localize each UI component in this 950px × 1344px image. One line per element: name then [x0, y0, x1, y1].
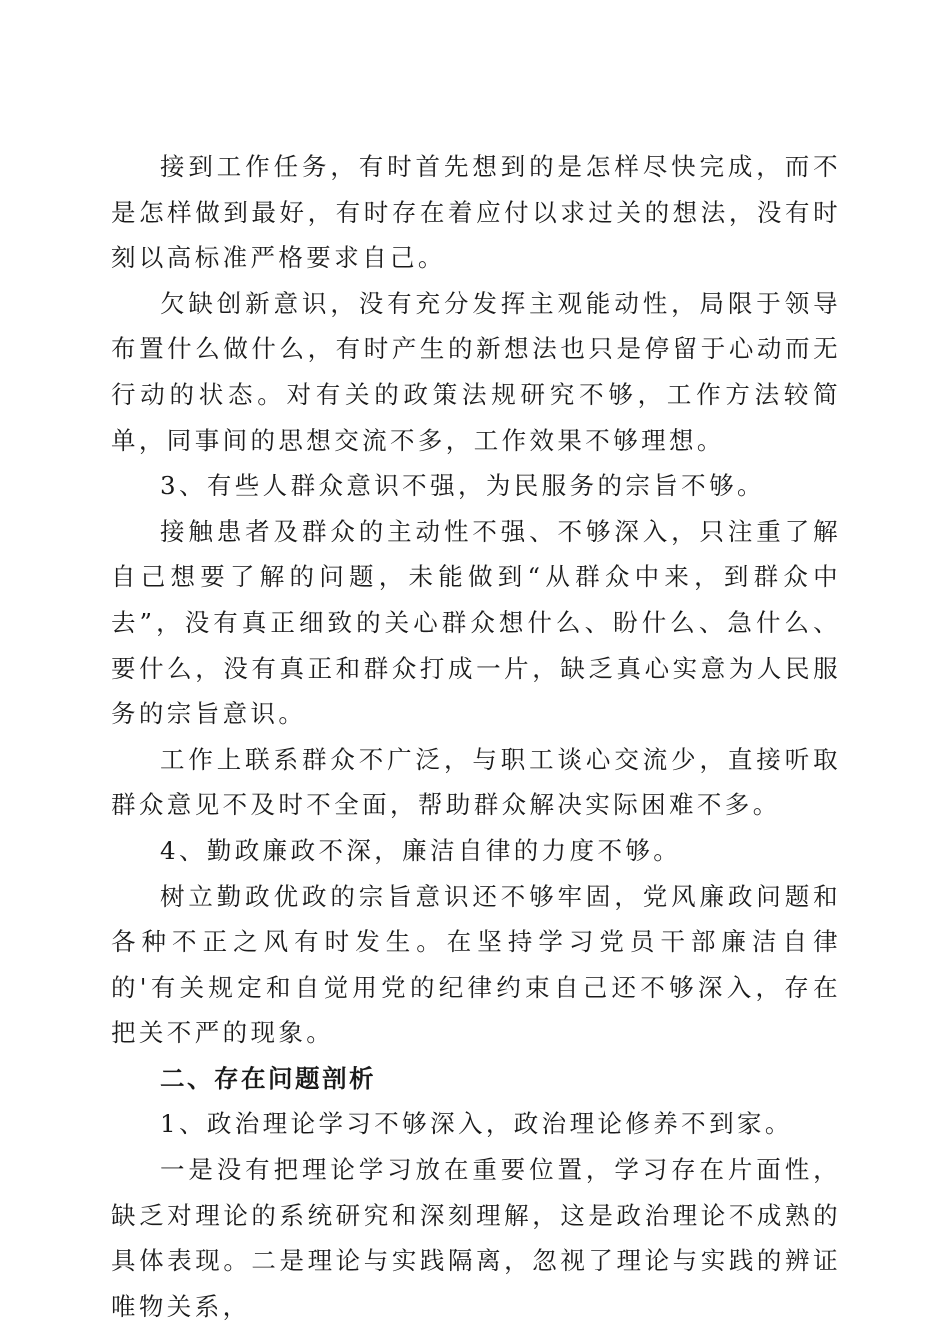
paragraph-analysis-item-1-title: 1、政治理论学习不够深入，政治理论修养不到家。	[160, 1109, 793, 1139]
paragraph-mass-contact: 接触患者及群众的主动性不强、不够深入，只注重了解自己想要了解的问题，未能做到“从群众中来，到群众中去”，没有真正细致的关心群众想什么、盼什么、急什么、要什么，没有真正和群众打成一片，缺乏真心实意为人民服务的宗旨意识。	[111, 516, 841, 729]
section-heading-analysis: 二、存在问题剖析	[160, 1063, 376, 1093]
paragraph-integrity: 树立勤政优政的宗旨意识还不够牢固，党风廉政问题和各种不正之风有时发生。在坚持学习党员干部廉洁自律的'有关规定和自觉用党的纪律约束自己还不够深入，存在把关不严的现象。	[111, 881, 841, 1048]
paragraph-innovation: 欠缺创新意识，没有充分发挥主观能动性，局限于领导布置什么做什么，有时产生的新想法也只是停留于心动而无行动的状态。对有关的政策法规研究不够，工作方法较简单，同事间的思想交流不多，工作效果不够理想。	[111, 288, 841, 455]
paragraph-item-3-title: 3、有些人群众意识不强，为民服务的宗旨不够。	[160, 471, 765, 501]
paragraph-task-attitude: 接到工作任务，有时首先想到的是怎样尽快完成，而不是怎样做到最好，有时存在着应付以求过关的想法，没有时刻以高标准严格要求自己。	[111, 152, 841, 273]
document-body	[111, 144, 841, 1329]
paragraph-analysis-theory: 一是没有把理论学习放在重要位置，学习存在片面性，缺乏对理论的系统研究和深刻理解，这是政治理论不成熟的具体表现。二是理论与实践隔离，忽视了理论与实践的辨证唯物关系，	[111, 1155, 841, 1321]
paragraph-item-4-title: 4、勤政廉政不深，廉洁自律的力度不够。	[160, 835, 682, 865]
paragraph-work-contact: 工作上联系群众不广泛，与职工谈心交流少，直接听取群众意见不及时不全面，帮助群众解决实际困难不多。	[111, 744, 841, 820]
